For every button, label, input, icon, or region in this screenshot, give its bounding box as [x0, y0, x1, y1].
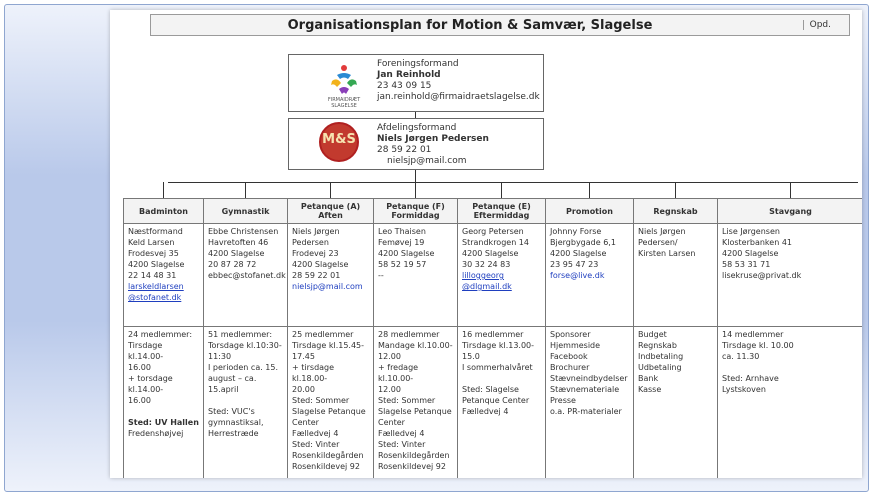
cell-line: Sted: Sommer: [292, 396, 350, 405]
cell-line: Klosterbanken 41: [722, 238, 792, 247]
cell-line: 15.0: [462, 352, 480, 361]
dept-chair-role: Afdelingsformand: [377, 123, 457, 133]
contact-cell: [124, 224, 204, 327]
title-bar: [150, 14, 850, 36]
cell-line: Tirsdage kl.15.45-: [292, 341, 365, 350]
cell-line: Fælledvej 4: [292, 429, 339, 438]
cell-line[interactable]: @dlgmail.dk: [462, 282, 512, 291]
column-header: Petanque (E) Eftermiddag: [458, 199, 546, 224]
contact-cell: [718, 224, 863, 327]
cell-line: Center: [378, 418, 405, 427]
cell-line: Presse: [550, 396, 576, 405]
cell-line: Kasse: [638, 385, 662, 394]
cell-line: Frodesvej 35: [128, 249, 179, 258]
cell-line: + torsdage kl.14.00-: [128, 374, 173, 394]
info-cell: [374, 327, 458, 479]
cell-line: Indbetaling: [638, 352, 684, 361]
cell-line: Rosenkildegården: [292, 451, 364, 460]
info-cell: [546, 327, 634, 479]
cell-line: Stævneindbydelser: [550, 374, 628, 383]
cell-line: 23 95 47 23: [550, 260, 599, 269]
cell-line: o.a. PR-materialer: [550, 407, 622, 416]
cell-line: Tirsdage kl.13.00-: [462, 341, 535, 350]
cell-line: Sted: VUC's: [208, 407, 255, 416]
cell-line: 16 medlemmer: [462, 330, 524, 339]
cell-line: 24 medlemmer:: [128, 330, 193, 339]
cell-line: Næstformand: [128, 227, 183, 236]
cell-line: Keld Larsen: [128, 238, 175, 247]
cell-line: Sted: UV Hallen: [128, 418, 199, 427]
cell-line: Sted: Sommer: [378, 396, 436, 405]
cell-line: 16.00: [128, 396, 151, 405]
column-header: Petanque (F) Formiddag: [374, 199, 458, 224]
chairman-email: jan.reinhold@firmaidraetslagelse.dk: [377, 92, 540, 102]
info-cell: [458, 327, 546, 479]
info-cell: [288, 327, 374, 479]
cell-line: Pedersen: [292, 238, 329, 247]
column-header: Promotion: [546, 199, 634, 224]
page-title: Organisationsplan for Motion & Samvær, Slagelse: [287, 18, 653, 33]
cell-line: 28 59 22 01: [292, 271, 341, 280]
cell-line: Frodevej 23: [292, 249, 339, 258]
cell-line: Petanque Center: [462, 396, 530, 405]
cell-line: 30 32 24 83: [462, 260, 511, 269]
cell-line: Tirsdage kl.14.00-: [128, 341, 164, 361]
info-cell: [124, 327, 204, 479]
cell-line: 4200 Slagelse: [550, 249, 607, 258]
cell-line: I sommerhalvåret: [462, 363, 533, 372]
column-header: Petanque (A) Aften: [288, 199, 374, 224]
info-cell: [718, 327, 863, 479]
cell-line: Georg Petersen: [462, 227, 524, 236]
cell-line: 11:30: [208, 352, 232, 361]
info-cell: [634, 327, 718, 479]
cell-line: --: [378, 271, 384, 280]
cell-line: Rosenkildegården: [378, 451, 450, 460]
cell-line: Kirsten Larsen: [638, 249, 696, 258]
contact-cell: [634, 224, 718, 327]
connector-line: [415, 182, 416, 198]
firmaidraet-logo-icon: [327, 63, 361, 97]
info-row: [124, 327, 863, 479]
cell-line: + tirsdage kl.18.00-: [292, 363, 335, 383]
cell-line[interactable]: nielsjp@mail.com: [292, 282, 363, 291]
cell-line: [208, 395, 283, 406]
cell-line: Fælledvej 4: [462, 407, 509, 416]
connector-line: [415, 170, 416, 182]
contact-cell: [288, 224, 374, 327]
cell-line: Udbetaling: [638, 363, 682, 372]
cell-line: 58 52 19 57: [378, 260, 427, 269]
cell-line: 25 medlemmer: [292, 330, 354, 339]
connector-line: [245, 182, 246, 198]
cell-line: 4200 Slagelse: [462, 249, 519, 258]
cell-line: + fredage kl.10.00-: [378, 363, 419, 383]
cell-line: Hjemmeside: [550, 341, 601, 350]
dept-chair-name: Niels Jørgen Pedersen: [377, 134, 489, 144]
cell-line: gymnastiksal,: [208, 418, 264, 427]
updated-label: Opd.: [803, 20, 831, 30]
cell-line: 20.00: [292, 385, 315, 394]
cell-line: Strandkrogen 14: [462, 238, 529, 247]
contact-row: [124, 224, 863, 327]
cell-line: Center: [292, 418, 319, 427]
contact-cell: [546, 224, 634, 327]
cell-line[interactable]: larskeldlarsen: [128, 282, 184, 291]
logo-caption: FIRMAIDRÆT SLAGELSE: [327, 97, 361, 109]
cell-line: Herrestræde: [208, 429, 259, 438]
cell-line: 4200 Slagelse: [722, 249, 779, 258]
cell-line: I perioden ca. 15.: [208, 363, 279, 372]
cell-line: 12.00: [378, 352, 401, 361]
cell-line: Sted: Vinter: [378, 440, 426, 449]
cell-line: [128, 406, 199, 417]
cell-line: Slagelse Petanque: [378, 407, 452, 416]
cell-line: 22 14 48 31: [128, 271, 177, 280]
column-header: Badminton: [124, 199, 204, 224]
connector-line: [790, 182, 791, 198]
cell-line: 28 medlemmer: [378, 330, 440, 339]
cell-line: Lystskoven: [722, 385, 766, 394]
cell-line: Rosenkildevej 92: [292, 462, 360, 471]
contact-cell: [458, 224, 546, 327]
cell-line: Johnny Forse: [550, 227, 602, 236]
cell-line: Fælledvej 4: [378, 429, 425, 438]
cell-line: 58 53 31 71: [722, 260, 771, 269]
cell-line: Bank: [638, 374, 659, 383]
cell-line: Regnskab: [638, 341, 677, 350]
cell-line: Tirsdage kl. 10.00: [722, 341, 794, 350]
cell-line: Brochurer: [550, 363, 590, 372]
cell-line: [462, 373, 541, 384]
cell-line: Ebbe Christensen: [208, 227, 279, 236]
connector-line: [589, 182, 590, 198]
cell-line: 17.45: [292, 352, 315, 361]
column-header: Gymnastik: [204, 199, 288, 224]
connector-line: [330, 182, 331, 198]
cell-line: 4200 Slagelse: [378, 249, 435, 258]
committee-table: [123, 198, 862, 478]
chairman-name: Jan Reinhold: [377, 70, 441, 80]
cell-line: Leo Thaisen: [378, 227, 426, 236]
cell-line: Havretoften 46: [208, 238, 269, 247]
cell-line: Sponsorer: [550, 330, 591, 339]
cell-line: 4200 Slagelse: [292, 260, 349, 269]
cell-line: Niels Jørgen: [638, 227, 686, 236]
cell-line[interactable]: forse@live.dk: [550, 271, 605, 280]
chairman-phone: 23 43 09 15: [377, 81, 432, 91]
cell-line: 16.00: [128, 363, 151, 372]
cell-line: Sted: Vinter: [292, 440, 340, 449]
cell-line: Mandage kl.10.00-: [378, 341, 453, 350]
cell-line[interactable]: @stofanet.dk: [128, 293, 182, 302]
contact-cell: [204, 224, 288, 327]
cell-line: lisekruse@privat.dk: [722, 271, 802, 280]
header-row: [124, 199, 863, 224]
dept-chair-phone: 28 59 22 01: [377, 145, 432, 155]
cell-line[interactable]: lilloggeorg: [462, 271, 504, 280]
cell-line: [722, 362, 859, 373]
cell-line: Slagelse Petanque: [292, 407, 366, 416]
cell-line: Sted: Slagelse: [462, 385, 519, 394]
cell-line: Torsdage kl.10:30-: [208, 341, 282, 350]
ms-logo-icon: M&S: [319, 122, 359, 162]
cell-line: 51 medlemmer:: [208, 330, 273, 339]
connector-line: [168, 182, 858, 183]
cell-line: Budget: [638, 330, 667, 339]
cell-line: Niels Jørgen: [292, 227, 340, 236]
connector-line: [675, 182, 676, 198]
dept-chair-email: nielsjp@mail.com: [387, 156, 467, 166]
connector-line: [501, 182, 502, 198]
cell-line: Rosenkildevej 92: [378, 462, 446, 471]
cell-line: Pedersen/: [638, 238, 678, 247]
cell-line: Lise Jørgensen: [722, 227, 780, 236]
cell-line: august – ca. 15.april: [208, 374, 257, 394]
cell-line: Facebook: [550, 352, 588, 361]
cell-line: 4200 Slagelse: [128, 260, 185, 269]
cell-line: 12.00: [378, 385, 401, 394]
contact-cell: [374, 224, 458, 327]
cell-line: Sted: Arnhave: [722, 374, 779, 383]
cell-line: 14 medlemmer: [722, 330, 784, 339]
cell-line: Femøvej 19: [378, 238, 425, 247]
cell-line: 20 87 28 72: [208, 260, 257, 269]
department-chair-box: [288, 118, 544, 170]
cell-line: Bjergbygade 6,1: [550, 238, 616, 247]
column-header: Regnskab: [634, 199, 718, 224]
cell-line: Fredenshøjvej: [128, 429, 184, 438]
chairman-box: [288, 54, 544, 112]
org-chart-document: [110, 10, 862, 478]
cell-line: ca. 11.30: [722, 352, 760, 361]
connector-line: [163, 182, 164, 198]
column-header: Stavgang: [718, 199, 863, 224]
cell-line: 4200 Slagelse: [208, 249, 265, 258]
info-cell: [204, 327, 288, 479]
cell-line: ebbec@stofanet.dk: [208, 271, 286, 280]
cell-line: Stævnemateriale: [550, 385, 620, 394]
chairman-role: Foreningsformand: [377, 59, 459, 69]
